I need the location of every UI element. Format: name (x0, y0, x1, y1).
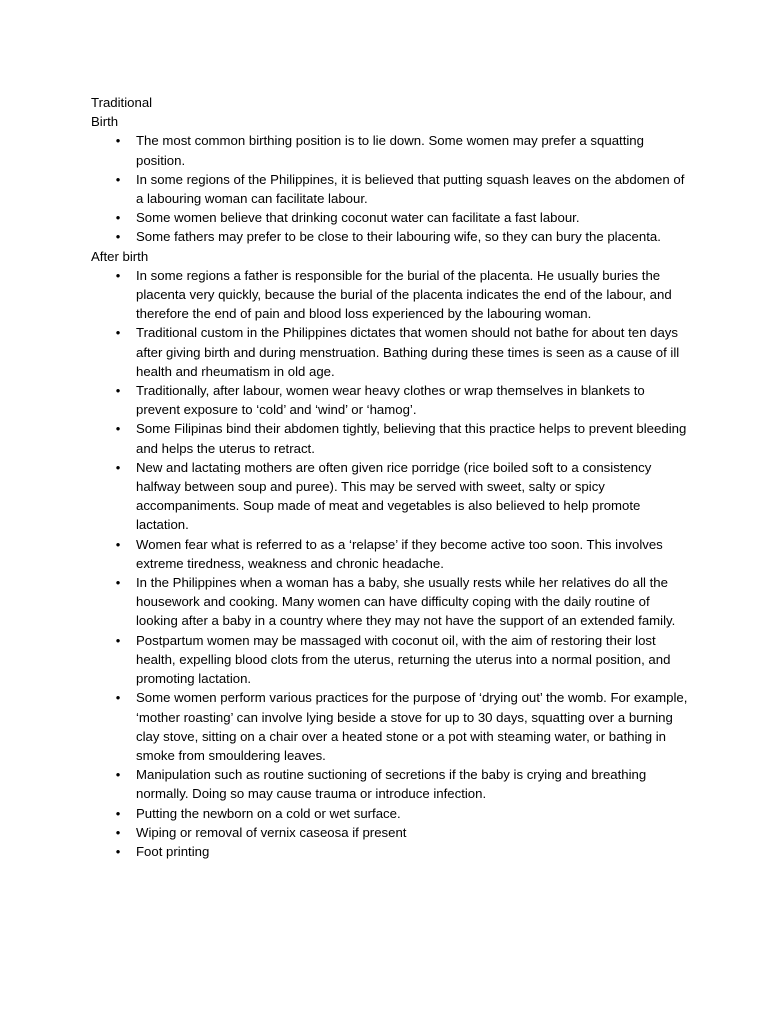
list-item-text: New and lactating mothers are often given rice porridge (rice boiled soft to a consistency halfway between soup and puree). This may be served with sweet, salty or spicy accompaniments. Soup made of meat and vegetables is also believed to help promote lactation. (136, 459, 652, 533)
list-item-text: Postpartum women may be massaged with coconut oil, with the aim of restoring their lost health, expelling blood clots from the uterus, returning the uterus into a normal position, and promoting lactation. (136, 632, 671, 687)
list-item (115, 419, 691, 457)
list-item-text: Putting the newborn on a cold or wet surface. (136, 805, 401, 821)
birth-list (91, 131, 691, 246)
list-item-text: Wiping or removal of vernix caseosa if present (136, 824, 407, 840)
list-item-text: In some regions of the Philippines, it is believed that putting squash leaves on the abdomen of a labouring woman can facilitate labour. (136, 171, 685, 207)
bullet-icon: • (115, 210, 121, 226)
bullet-icon: • (115, 843, 121, 859)
bullet-icon: • (115, 805, 121, 821)
section-heading-after-birth: After birth (91, 248, 149, 264)
bullet-icon: • (115, 824, 121, 840)
list-item-text: The most common birthing position is to lie down. Some women may prefer a squatting position. (136, 133, 644, 168)
list-item-text: Women fear what is referred to as a ‘relapse’ if they become active too soon. This involves extreme tiredness, weakness and chronic headache. (136, 536, 663, 571)
list-item (115, 823, 691, 842)
list-item (115, 688, 691, 765)
bullet-icon: • (115, 171, 121, 187)
bullet-icon: • (115, 767, 121, 783)
section-heading-birth: Birth (91, 114, 119, 130)
list-item-text: In some regions a father is responsible for the burial of the placenta. He usually buries the placenta very quickly, because the burial of the placenta indicates the end of the labour, and therefore the end of pain and blood loss experienced by the labouring woman. (136, 267, 672, 322)
bullet-icon: • (115, 632, 121, 648)
document-page (91, 93, 691, 861)
bullet-icon: • (115, 383, 121, 399)
list-item-text: In the Philippines when a woman has a baby, she usually rests while her relatives do all the housework and cooking. Many women can have difficulty coping with the daily routine of looking after a baby in a country where they may not have the support of an extended family. (136, 575, 676, 629)
list-item (115, 765, 691, 803)
list-item (115, 208, 691, 227)
bullet-icon: • (115, 536, 121, 552)
list-item (115, 170, 691, 208)
list-item (115, 535, 691, 573)
document-title: Traditional (91, 95, 153, 110)
list-item (115, 131, 691, 169)
list-item-text: Some women believe that drinking coconut water can facilitate a fast labour. (136, 210, 580, 226)
bullet-icon: • (115, 421, 121, 437)
after-birth-list (91, 266, 691, 861)
bullet-icon: • (115, 325, 121, 341)
list-item (115, 804, 691, 823)
bullet-icon: • (115, 459, 121, 475)
list-item-text: Traditionally, after labour, women wear heavy clothes or wrap themselves in blankets to prevent exposure to ‘cold’ and ‘wind’ or ‘hamog’. (136, 383, 645, 418)
list-item (115, 323, 691, 381)
list-item-text: Manipulation such as routine suctioning of secretions if the baby is crying and breathing normally. Doing so may cause trauma or introduce infection. (136, 767, 647, 802)
list-item (115, 381, 691, 419)
list-item-text: Foot printing (136, 843, 210, 859)
list-item-text: Some fathers may prefer to be close to their labouring wife, so they can bury the placenta. (136, 229, 661, 245)
list-item (115, 573, 691, 631)
bullet-icon: • (115, 575, 121, 591)
list-item (115, 227, 691, 246)
list-item (115, 842, 691, 861)
list-item (115, 266, 691, 324)
list-item-text: Traditional custom in the Philippines dictates that women should not bathe for about ten days after giving birth and during menstruation. Bathing during these times is seen as a cause of ill health and rheumatism in old age. (136, 325, 680, 379)
bullet-icon: • (115, 133, 121, 149)
bullet-icon: • (115, 229, 121, 245)
bullet-icon: • (115, 690, 121, 706)
list-item-text: Some Filipinas bind their abdomen tightly, believing that this practice helps to prevent bleeding and helps the uterus to retract. (136, 421, 687, 456)
list-item (115, 631, 691, 689)
list-item-text: Some women perform various practices for the purpose of ‘drying out’ the womb. For example, ‘mother roasting’ can involve lying beside a stove for up to 30 days, squatting over a burning clay stove, sitting on a chair over a heated stone or a pot with steaming water, or bathing in smoke from smouldering leaves. (136, 690, 688, 763)
list-item (115, 458, 691, 535)
bullet-icon: • (115, 267, 121, 283)
